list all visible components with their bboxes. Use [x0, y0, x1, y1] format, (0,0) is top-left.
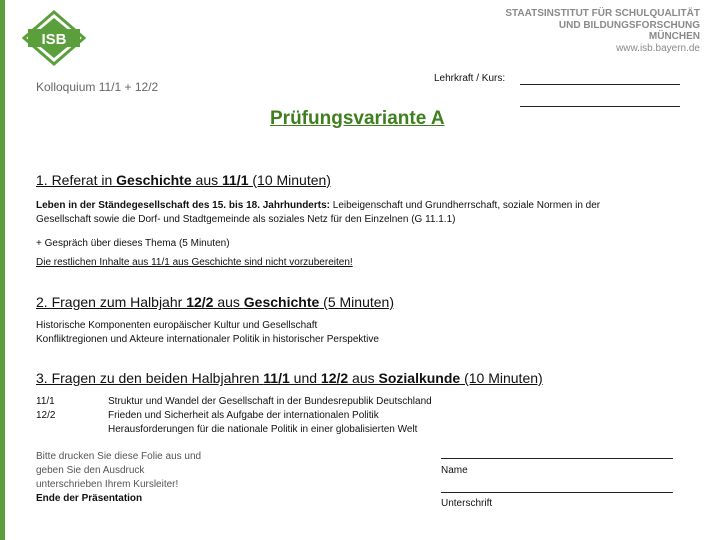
s1-h-bold2: 11/1: [222, 172, 249, 188]
s1-h-bold1: Geschichte: [116, 172, 192, 188]
page-title: Prüfungsvariante A: [270, 108, 445, 129]
s3-h-mid: und: [289, 370, 321, 386]
end-label: Ende der Präsentation: [36, 493, 143, 504]
section-3-heading: [36, 370, 543, 386]
institute-block: [505, 8, 700, 54]
print-note: [36, 450, 226, 506]
s3-terms: [36, 395, 96, 423]
s2-line1: Historische Komponenten europäischer Kultur und Gesellschaft: [36, 320, 318, 331]
note-line-2: geben Sie den Ausdruck: [36, 465, 145, 476]
s2-h-bold1: 12/2: [186, 294, 214, 310]
institute-website: www.isb.bayern.de: [616, 42, 700, 54]
section-1-hinweis: Die restlichen Inhalte aus 11/1 aus Geschichte sind nicht vorzubereiten!: [36, 257, 353, 268]
logo-text: ISB: [41, 31, 67, 48]
s3-term-1: 11/1: [36, 396, 55, 407]
s2-h-mid: aus: [213, 294, 244, 310]
s1-topic-line2: Gesellschaft sowie die Dorf- und Stadtgemeinde als soziales Netz für den Einzelnen (G 11.1.1): [36, 214, 456, 225]
s2-h-bold2: Geschichte: [243, 294, 320, 310]
section-2-heading: [36, 294, 394, 310]
institute-line-3: MÜNCHEN: [648, 31, 700, 42]
name-line: [441, 458, 673, 459]
signature-line: [441, 492, 673, 493]
s3-h-mid2: aus: [348, 370, 379, 386]
section-1-heading: [36, 172, 331, 188]
kolloquium-label: Kolloquium 11/1 + 12/2: [36, 80, 159, 94]
institute-line-2: UND BILDUNGSFORSCHUNG: [558, 19, 700, 31]
s3-h-bold1: 11/1: [263, 370, 290, 386]
note-line-3: unterschrieben Ihrem Kursleiter!: [36, 479, 179, 490]
s3-h-bold2: 12/2: [320, 370, 349, 386]
s1-h-mid: aus: [191, 172, 222, 188]
s3-h-pre: 3. Fragen zu den beiden Halbjahren: [36, 370, 264, 386]
s2-h-post: (5 Minuten): [319, 294, 394, 310]
s3-topic-3: Herausforderungen für die nationale Politik in einer globalisierten Welt: [108, 424, 418, 435]
lehrkraft-line-1: [520, 84, 680, 85]
s3-topic-2: Frieden und Sicherheit als Aufgabe der internationalen Politik: [108, 410, 379, 421]
section-1-gespraech: + Gespräch über dieses Thema (5 Minuten): [36, 238, 230, 249]
s1-topic-rest: Leibeigenschaft und Grundherrschaft, soziale Normen in der: [329, 200, 601, 211]
lehrkraft-label: Lehrkraft / Kurs:: [434, 73, 506, 84]
s3-h-post: (10 Minuten): [460, 370, 543, 386]
section-2-topics: [36, 319, 379, 347]
institute-line-1: STAATSINSTITUT FÜR SCHULQUALITÄT: [505, 8, 700, 19]
name-label: Name: [441, 465, 468, 476]
s3-topics: [108, 395, 508, 437]
left-accent-bar: [0, 0, 5, 540]
s3-term-2: 12/2: [36, 410, 56, 421]
s1-topic-bold: Leben in der Ständegesellschaft des 15. bis 18. Jahrhunderts:: [36, 200, 330, 211]
lehrkraft-line-2: [520, 106, 680, 107]
s1-h-post: (10 Minuten): [248, 172, 331, 188]
s3-topic-1: Struktur und Wandel der Gesellschaft in der Bundesrepublik Deutschland: [108, 396, 432, 407]
note-line-1: Bitte drucken Sie diese Folie aus und: [36, 451, 202, 462]
isb-logo-icon: [22, 10, 86, 66]
s2-line2: Konfliktregionen und Akteure internationaler Politik in historischer Perspektive: [36, 334, 379, 345]
section-1-topic: [36, 199, 600, 227]
signature-label: Unterschrift: [441, 498, 493, 509]
s3-h-bold3: Sozialkunde: [378, 370, 461, 386]
s2-h-pre: 2. Fragen zum Halbjahr: [36, 294, 187, 310]
s1-h-pre: 1. Referat in: [36, 172, 117, 188]
